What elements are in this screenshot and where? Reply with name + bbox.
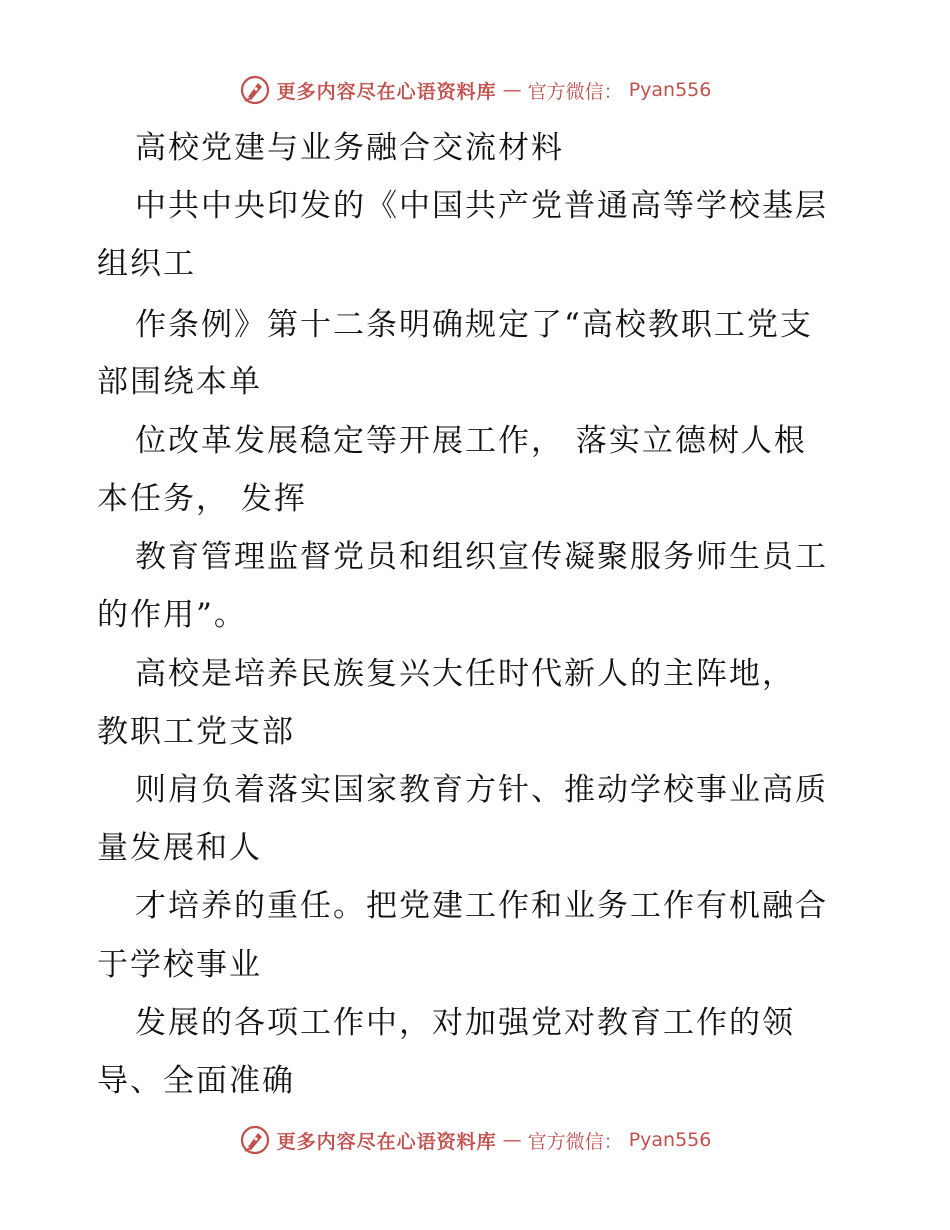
paragraph-line: 于学校事业 (97, 947, 262, 983)
banner-site-text: 更多内容尽在心语资料库 (276, 80, 497, 103)
paragraph-line: 教职工党支部 (97, 714, 295, 750)
banner-site-text: 更多内容尽在心语资料库 (276, 1130, 497, 1153)
paragraph-line: 部围绕本单 (97, 364, 262, 400)
banner-wechat-label: 官方微信： (527, 80, 623, 103)
document-title: 高校党建与业务融合交流材料 (135, 130, 564, 166)
banner-wechat-id: Pyan556 (628, 79, 712, 101)
pen-nib-icon (239, 74, 271, 106)
banner-separator: — (502, 79, 522, 101)
paragraph-line: 发展的各项工作中，对加强党对教育工作的领 (135, 1005, 795, 1041)
banner-wechat-label: 官方微信： (527, 1130, 623, 1153)
paragraph-line: 教育管理监督党员和组织宣传凝聚服务师生员工 (135, 539, 828, 575)
paragraph-line: 才培养的重任。把党建工作和业务工作有机融合 (135, 888, 828, 924)
footer-banner (0, 1120, 950, 1160)
paragraph-line: 的作用”。 (97, 597, 247, 633)
paragraph-line: 位改革发展稳定等开展工作， 落实立德树人根 (135, 423, 807, 459)
header-banner (0, 70, 950, 110)
paragraph-line: 量发展和人 (97, 830, 262, 866)
paragraph-line: 高校是培养民族复兴大任时代新人的主阵地， (135, 656, 795, 692)
paragraph-line: 作条例》第十二条明确规定了“高校教职工党支 (135, 307, 813, 343)
banner-wechat-id: Pyan556 (628, 1129, 712, 1151)
pen-nib-icon (239, 1124, 271, 1156)
paragraph-line: 导、全面准确 (97, 1063, 295, 1099)
paragraph-line: 组织工 (97, 246, 196, 282)
paragraph-line: 则肩负着落实国家教育方针、推动学校事业高质 (135, 772, 828, 808)
banner-separator: — (502, 1129, 522, 1151)
paragraph-line: 本任务， 发挥 (97, 481, 307, 517)
paragraph-line: 中共中央印发的《中国共产党普通高等学校基层 (135, 188, 828, 224)
